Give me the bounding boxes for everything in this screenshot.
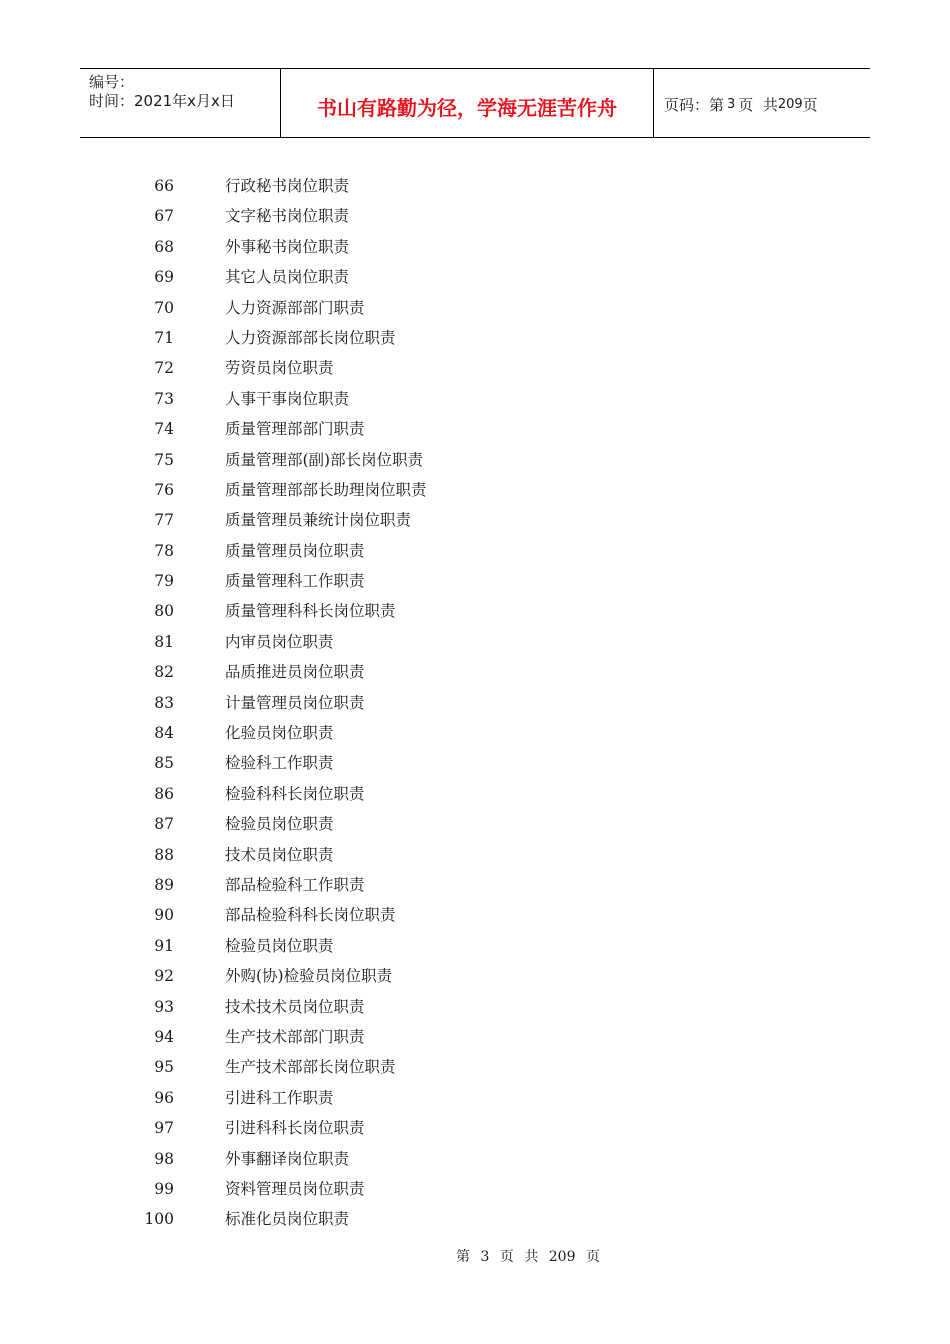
toc-number: 94: [154, 1027, 174, 1046]
toc-row: [0, 627, 950, 657]
toc-title: 部品检验科工作职责: [225, 875, 365, 894]
page-mid: 页 共: [738, 95, 778, 114]
toc-title: 质量管理员岗位职责: [225, 541, 365, 560]
toc-title: 生产技术部部长岗位职责: [225, 1058, 396, 1077]
toc-row: [0, 688, 950, 718]
toc-row: [0, 840, 950, 870]
toc-row: [0, 536, 950, 566]
toc-number: 91: [154, 936, 174, 955]
toc-number: 74: [154, 420, 174, 439]
table-of-contents: [0, 171, 950, 1235]
toc-row: [0, 900, 950, 930]
toc-number: 95: [154, 1058, 174, 1077]
toc-row: [0, 475, 950, 505]
toc-row: [0, 961, 950, 991]
toc-row: [0, 779, 950, 809]
toc-row: [0, 596, 950, 626]
toc-title: 标准化员岗位职责: [225, 1210, 350, 1229]
toc-row: [0, 870, 950, 900]
toc-number: 69: [154, 268, 174, 287]
toc-number: 72: [154, 359, 174, 378]
toc-number: 76: [154, 480, 174, 499]
toc-number: 73: [154, 389, 174, 408]
toc-title: 质量管理员兼统计岗位职责: [225, 511, 412, 530]
toc-number: 87: [154, 815, 174, 834]
toc-number: 70: [154, 298, 174, 317]
toc-number: 97: [154, 1119, 174, 1138]
toc-number: 82: [154, 663, 174, 682]
toc-title: 人力资源部部门职责: [225, 298, 365, 317]
toc-title: 检验员岗位职责: [225, 815, 334, 834]
toc-number: 85: [154, 754, 174, 773]
toc-title: 外事秘书岗位职责: [225, 237, 350, 256]
page-prefix: 页码：第: [664, 95, 725, 114]
toc-row: [0, 1083, 950, 1113]
toc-number: 100: [144, 1210, 174, 1229]
header-motto: 书山有路勤为径，学海无涯苦作舟: [281, 69, 654, 137]
toc-row: [0, 718, 950, 748]
toc-row: [0, 505, 950, 535]
toc-row: [0, 445, 950, 475]
toc-title: 人力资源部部长岗位职责: [225, 328, 396, 347]
toc-number: 98: [154, 1149, 174, 1168]
toc-number: 79: [154, 572, 174, 591]
footer-total-pages: 209: [548, 1249, 576, 1265]
toc-row: [0, 566, 950, 596]
footer-word-2: 页: [499, 1249, 514, 1265]
toc-title: 质量管理部(副)部长岗位职责: [225, 450, 424, 469]
toc-title: 技术技术员岗位职责: [225, 997, 365, 1016]
toc-title: 检验科工作职责: [225, 754, 334, 773]
toc-number: 66: [154, 177, 174, 195]
toc-title: 引进科工作职责: [225, 1088, 334, 1107]
toc-number: 68: [154, 237, 174, 256]
toc-title: 计量管理员岗位职责: [225, 693, 365, 712]
toc-title: 其它人员岗位职责: [225, 268, 350, 287]
page-total: 209: [777, 96, 803, 112]
toc-number: 93: [154, 997, 174, 1016]
toc-number: 89: [154, 875, 174, 894]
footer-word-1: 第: [456, 1249, 471, 1265]
toc-title: 劳资员岗位职责: [225, 359, 334, 378]
toc-number: 99: [154, 1179, 174, 1198]
document-time-label: 时间：2021年x月x日: [89, 92, 235, 110]
toc-number: 67: [154, 207, 174, 226]
page-footer: [0, 1246, 950, 1266]
toc-number: 90: [154, 906, 174, 925]
toc-title: 内审员岗位职责: [225, 632, 334, 651]
toc-title: 资料管理员岗位职责: [225, 1179, 365, 1198]
toc-row: [0, 1174, 950, 1204]
toc-number: 81: [154, 632, 174, 651]
toc-title: 质量管理科科长岗位职责: [225, 602, 396, 621]
toc-row: [0, 931, 950, 961]
toc-row: [0, 262, 950, 292]
toc-row: [0, 1052, 950, 1082]
toc-row: [0, 657, 950, 687]
toc-title: 质量管理科工作职责: [225, 572, 365, 591]
toc-title: 外事翻译岗位职责: [225, 1149, 350, 1168]
page-suffix: 页: [802, 95, 818, 114]
page-current: 3: [727, 96, 736, 112]
toc-title: 人事干事岗位职责: [225, 389, 350, 408]
page-header: [80, 68, 870, 138]
toc-row: [0, 992, 950, 1022]
toc-number: 86: [154, 784, 174, 803]
toc-row: [0, 353, 950, 383]
toc-title: 检验科科长岗位职责: [225, 784, 365, 803]
header-page-info: [654, 69, 870, 137]
toc-number: 75: [154, 450, 174, 469]
footer-current-page: 3: [480, 1249, 490, 1265]
toc-title: 品质推进员岗位职责: [225, 663, 365, 682]
toc-title: 外购(协)检验员岗位职责: [225, 967, 393, 986]
toc-number: 78: [154, 541, 174, 560]
toc-title: 质量管理部部长助理岗位职责: [225, 480, 427, 499]
toc-title: 检验员岗位职责: [225, 936, 334, 955]
toc-row: [0, 323, 950, 353]
toc-row: [0, 414, 950, 444]
toc-row: [0, 293, 950, 323]
toc-row: [0, 384, 950, 414]
toc-number: 80: [154, 602, 174, 621]
toc-title: 技术员岗位职责: [225, 845, 334, 864]
toc-row: [0, 748, 950, 778]
toc-title: 引进科科长岗位职责: [225, 1119, 365, 1138]
toc-title: 质量管理部部门职责: [225, 420, 365, 439]
header-meta: [80, 69, 281, 137]
toc-title: 文字秘书岗位职责: [225, 207, 350, 226]
toc-row: [0, 1144, 950, 1174]
toc-row: [0, 201, 950, 231]
toc-row: [0, 809, 950, 839]
toc-row: [0, 1204, 950, 1234]
toc-number: 84: [154, 724, 174, 743]
toc-number: 77: [154, 511, 174, 530]
toc-number: 71: [154, 328, 174, 347]
toc-row: [0, 232, 950, 262]
toc-title: 化验员岗位职责: [225, 724, 334, 743]
toc-row: [0, 1113, 950, 1143]
footer-word-3: 共: [524, 1249, 539, 1265]
toc-title: 行政秘书岗位职责: [225, 177, 350, 195]
toc-row: [0, 171, 950, 201]
toc-number: 83: [154, 693, 174, 712]
footer-word-4: 页: [585, 1249, 600, 1265]
toc-title: 部品检验科科长岗位职责: [225, 906, 396, 925]
document-number-label: 编号：: [89, 73, 135, 91]
toc-number: 96: [154, 1088, 174, 1107]
toc-number: 88: [154, 845, 174, 864]
toc-title: 生产技术部部门职责: [225, 1027, 365, 1046]
toc-row: [0, 1022, 950, 1052]
toc-number: 92: [154, 967, 174, 986]
